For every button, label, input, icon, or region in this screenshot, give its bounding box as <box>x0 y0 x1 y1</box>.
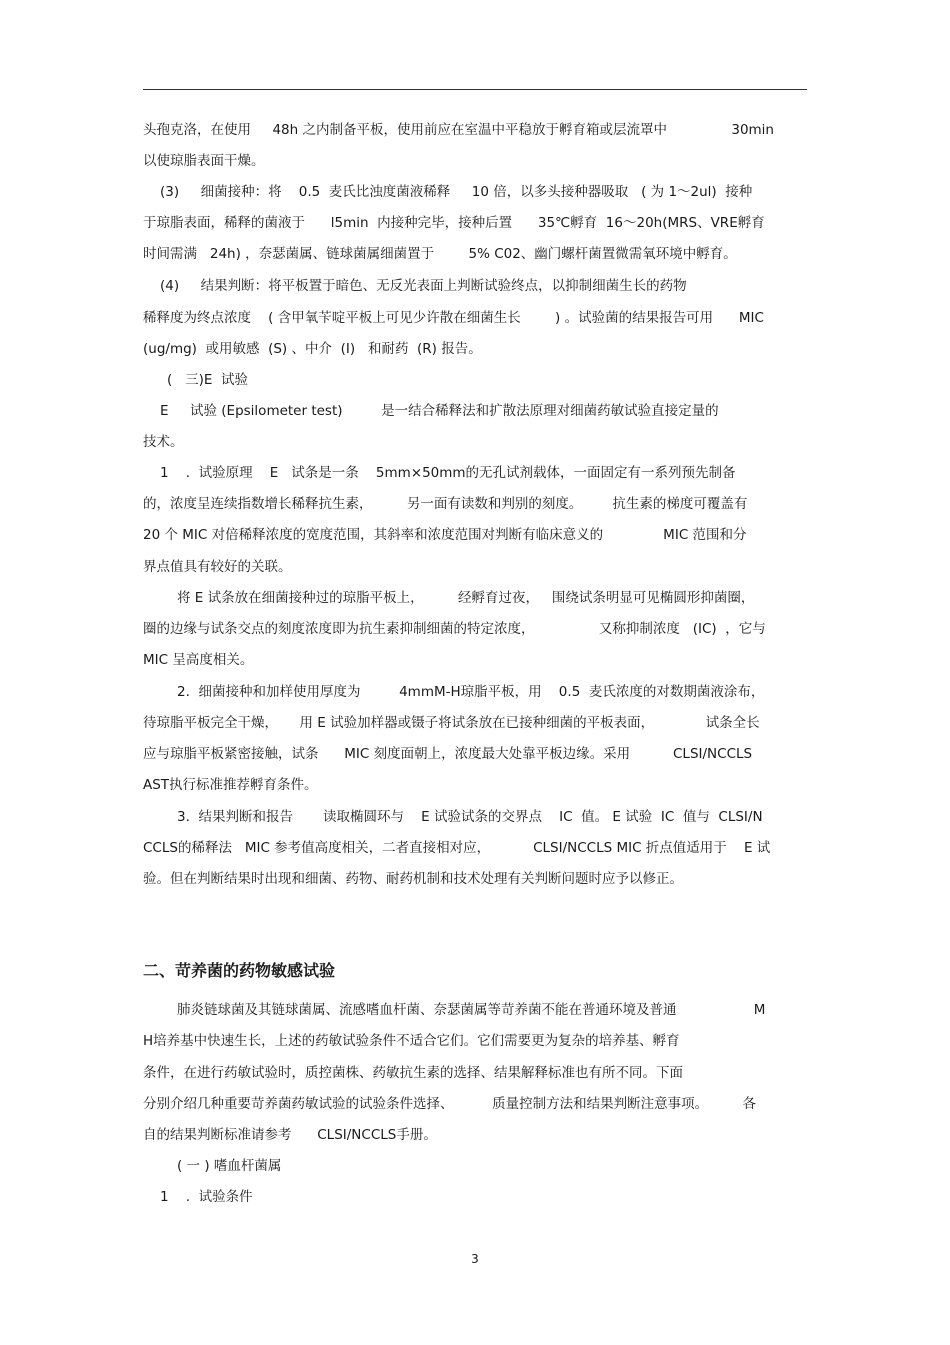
text-line: (3) 细菌接种：将 0.5 麦氏比浊度菌液稀释 10 倍，以多头接种器吸取 ( 为 1～2ul) 接种 <box>160 184 753 200</box>
text-line: MIC 呈高度相关。 <box>143 652 254 668</box>
text-line: 2. 细菌接种和加样使用厚度为 4mmM-H琼脂平板，用 0.5 麦氏浓度的对数期菌液涂布， <box>177 684 765 700</box>
text-line: 肺炎链球菌及其链球菌属、流感嗜血杆菌、奈瑟菌属等苛养菌不能在普通环境及普通 M <box>177 1002 766 1018</box>
text-line: AST执行标准推荐孵育条件。 <box>143 777 318 793</box>
header-rule <box>143 89 807 90</box>
text-line: ( 一 ) 嗜血杆菌属 <box>177 1158 282 1174</box>
text-line: E 试验 (Epsilometer test) 是一结合稀释法和扩散法原理对细菌药敏试验直接定量的 <box>160 403 719 419</box>
text-line: 分别介绍几种重要苛养菌药敏试验的试验条件选择、 质量控制方法和结果判断注意事项。 各 <box>143 1096 756 1112</box>
text-line: 稀释度为终点浓度 ( 含甲氧苄啶平板上可见少许散在细菌生长 ) 。试验菌的结果报告可用 MIC <box>143 310 764 326</box>
text-line: 自的结果判断标准请参考 CLSI/NCCLS手册。 <box>143 1127 437 1143</box>
text-line: 技术。 <box>143 434 184 450</box>
text-line: 以使琼脂表面干燥。 <box>143 153 265 169</box>
text-line: (4) 结果判断：将平板置于暗色、无反光表面上判断试验终点，以抑制细菌生长的药物 <box>160 278 687 294</box>
text-line: CCLS的稀释法 MIC 参考值高度相关，二者直接相对应， CLSI/NCCLS MIC 折点值适用于 E 试 <box>143 840 771 856</box>
text-line: 圈的边缘与试条交点的刻度浓度即为抗生素抑制细菌的特定浓度， 又称抑制浓度 (IC) ，它与 <box>143 621 766 637</box>
text-line: 于琼脂表面，稀释的菌液于 l5min 内接种完毕，接种后置 35℃孵育 16～20h(MRS、VRE孵育 <box>143 215 765 231</box>
text-line: 3. 结果判断和报告 读取椭圆环与 E 试验试条的交界点 IC 值。 E 试验 IC 值与 CLSI/N <box>177 809 763 825</box>
text-line: 待琼脂平板完全干燥， 用 E 试验加样器或镊子将试条放在已接种细菌的平板表面， 试条全长 <box>143 715 760 731</box>
text-line: 的，浓度呈连续指数增长稀释抗生素， 另一面有读数和判别的刻度。 抗生素的梯度可覆盖有 <box>143 496 748 512</box>
text-line: 界点值具有较好的关联。 <box>143 559 292 575</box>
text-line: 20 个 MIC 对倍稀释浓度的宽度范围，其斜率和浓度范围对判断有临床意义的 MIC 范围和分 <box>143 527 747 543</box>
text-line: 头孢克洛，在使用 48h 之内制备平板，使用前应在室温中平稳放于孵育箱或层流罩中 30min <box>143 122 774 138</box>
text-line: 将 E 试条放在细菌接种过的琼脂平板上， 经孵育过夜， 围绕试条明显可见椭圆形抑菌圈， <box>177 590 755 606</box>
text-line: H培养基中快速生长，上述的药敏试验条件不适合它们。它们需要更为复杂的培养基、孵育 <box>143 1033 680 1049</box>
text-line: 1 . 试验原理 E 试条是一条 5mm×50mm的无孔试剂载体，一面固定有一系列预先制备 <box>160 465 736 481</box>
text-line: ( 三)E 试验 <box>167 372 249 388</box>
text-line: 验。但在判断结果时出现和细菌、药物、耐药机制和技术处理有关判断问题时应予以修正。 <box>143 871 683 887</box>
text-line: 时间需满 24h) ，奈瑟菌属、链球菌属细菌置于 5% C02、幽门螺杆菌置微需氧环境中孵育。 <box>143 246 737 262</box>
page-number: 3 <box>471 1252 479 1266</box>
text-line: 1 . 试验条件 <box>160 1189 253 1205</box>
text-line: 应与琼脂平板紧密接触，试条 MIC 刻度面朝上，浓度最大处靠平板边缘。采用 CLSI/NCCLS <box>143 746 753 762</box>
text-line: 条件，在进行药敏试验时，质控菌株、药敏抗生素的选择、结果解释标准也有所不同。下面 <box>143 1065 683 1081</box>
text-line: (ug/mg) 或用敏感 (S) 、中介 (I) 和耐药 (R) 报告。 <box>143 341 482 357</box>
section-heading: 二、苛养菌的药物敏感试验 <box>143 961 336 980</box>
